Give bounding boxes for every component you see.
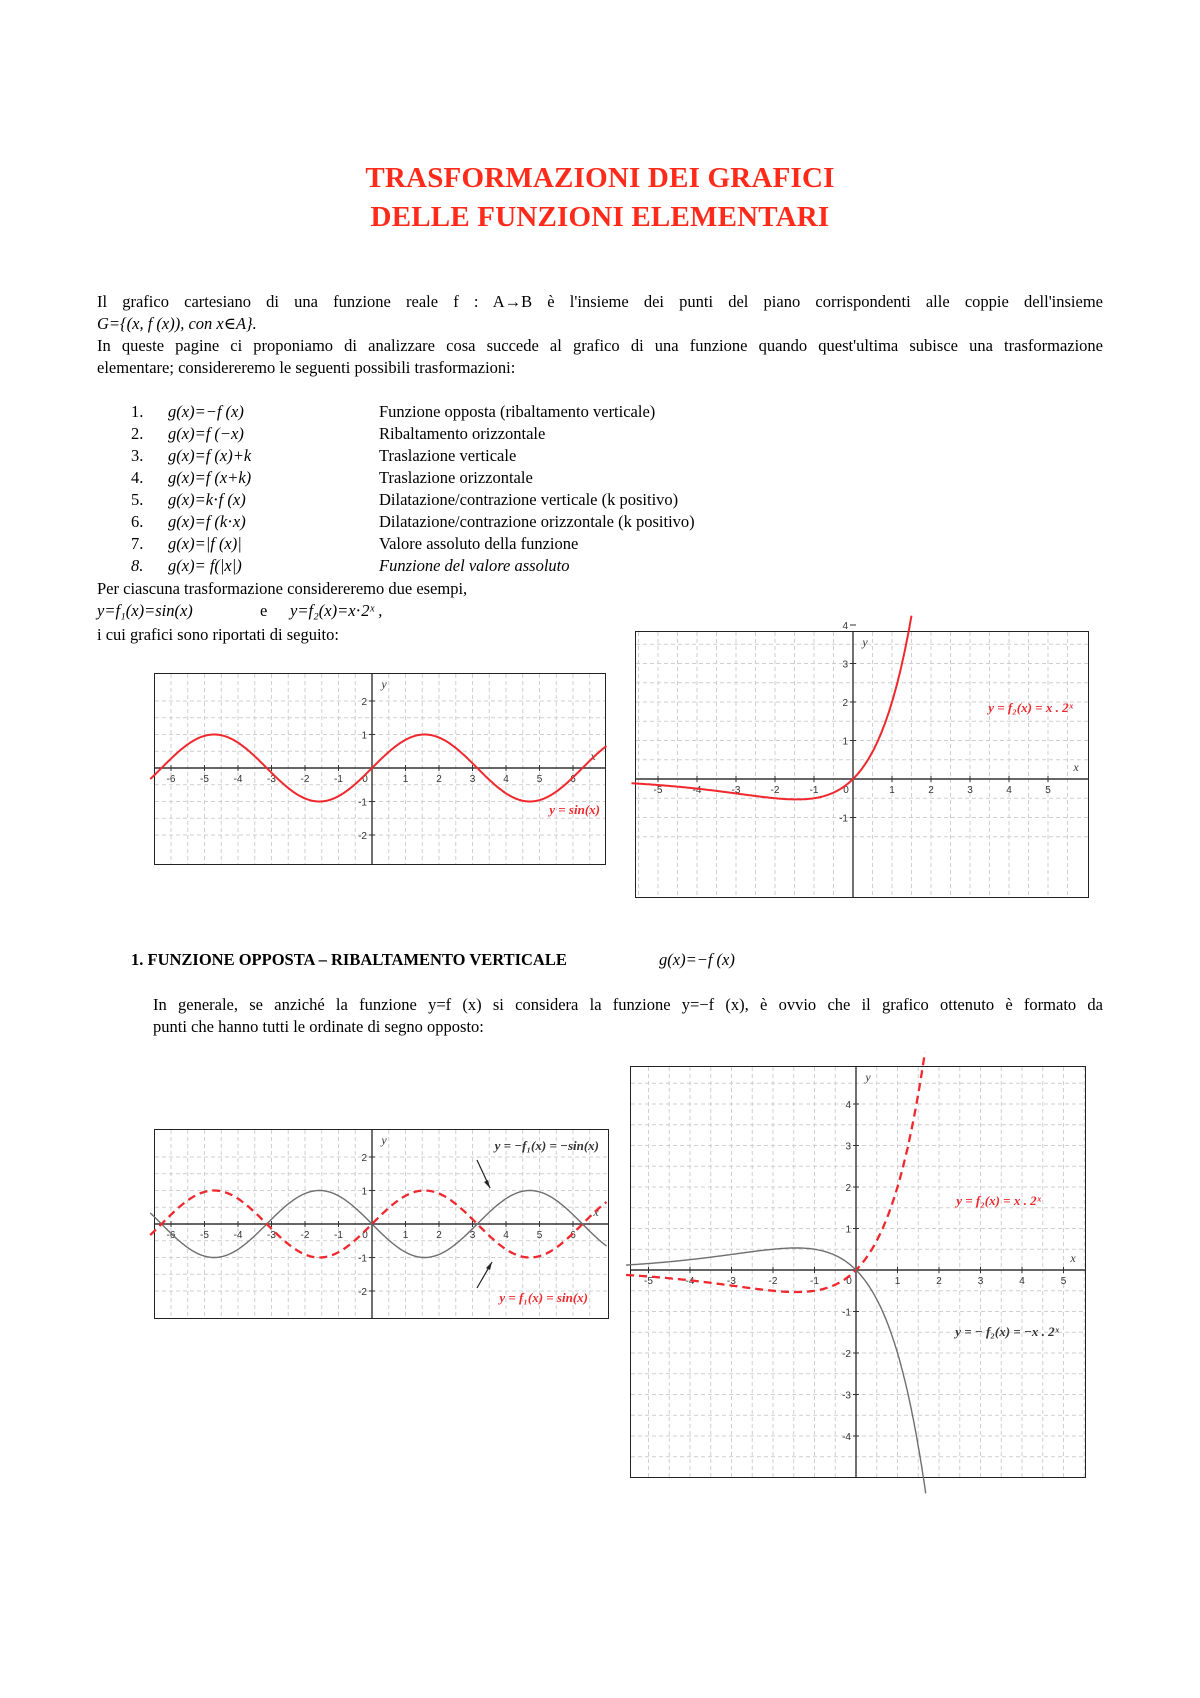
intro-line3: In queste pagine ci proponiamo di analizzare cosa succede al grafico di una funzione quando quest'ultima subisce una trasformazione: [97, 336, 1103, 355]
y-tick-label: 2: [361, 1153, 367, 1164]
list-item: [0, 512, 1200, 534]
x-tick-label: 5: [536, 1230, 543, 1241]
list-item-number: 1.: [131, 402, 144, 421]
x-tick-label: 1: [402, 1230, 409, 1241]
x-axis-label: x: [590, 749, 596, 763]
x-tick-label: -3: [731, 785, 741, 796]
x-axis-label: x: [593, 1205, 599, 1219]
series-label: y = −f₁(x) = −sin(x): [494, 1138, 599, 1153]
y-tick-label: -1: [358, 797, 367, 809]
x-tick-label: -1: [334, 774, 343, 785]
y-tick-label: -2: [358, 1287, 367, 1298]
list-item-description: Dilatazione/contrazione orizzontale (k positivo): [379, 512, 695, 531]
list-item-description: Valore assoluto della funzione: [379, 534, 579, 553]
x-tick-label: 6: [570, 1230, 576, 1241]
x-tick-label: -1: [809, 785, 819, 796]
y-tick-label: 4: [845, 1100, 851, 1111]
x-tick-label: 0: [843, 785, 849, 796]
x-axis-label: x: [1070, 1251, 1076, 1265]
section-1-heading: [131, 950, 735, 970]
y-tick-label: 1: [842, 736, 848, 748]
x-tick-label: 6: [570, 774, 576, 785]
list-item-formula: g(x)=f (−x): [168, 424, 244, 443]
x-tick-label: 0: [846, 1276, 852, 1287]
series-line: [632, 616, 912, 800]
list-item: [0, 468, 1200, 490]
x-tick-label: 0: [362, 774, 368, 785]
series-label: y = − f₂(x) = −x . 2ˣ: [955, 1324, 1059, 1339]
x-tick-label: -5: [200, 774, 209, 785]
y-tick-label: -3: [842, 1390, 851, 1402]
x-tick-label: -3: [727, 1276, 736, 1287]
list-item: [0, 556, 1200, 578]
list-item-formula: g(x)=−f (x): [168, 402, 244, 421]
series-line: [626, 1052, 925, 1292]
list-item-number: 4.: [131, 468, 144, 487]
x-tick-label: 3: [977, 1276, 984, 1287]
y-axis-label: y: [865, 1070, 871, 1084]
list-item: [0, 424, 1200, 446]
section-1-title: 1. FUNZIONE OPPOSTA – RIBALTAMENTO VERTICALE: [131, 950, 567, 969]
section-1-text-line1: In generale, se anziché la funzione y=f (x) si considera la funzione y=−f (x), è ovvio che il grafico ottenuto è formato da: [153, 995, 1103, 1014]
list-item-formula: g(x)=f (x)+k: [168, 446, 252, 465]
list-item-description: Dilatazione/contrazione verticale (k positivo): [379, 490, 679, 509]
x-tick-label: 4: [503, 1230, 509, 1241]
chart-sin: [154, 673, 606, 865]
x-tick-label: -3: [267, 774, 276, 785]
x-tick-label: -6: [166, 1230, 176, 1241]
chart-x2x-svg: [636, 621, 1088, 897]
y-tick-label: 2: [361, 697, 367, 708]
x-tick-label: -3: [267, 1230, 276, 1241]
list-item-number: 7.: [131, 534, 144, 553]
list-item-number: 2.: [131, 424, 144, 443]
grid: [155, 674, 605, 864]
list-item-description: Ribaltamento orizzontale: [379, 424, 546, 443]
y-tick-label: -4: [842, 1432, 851, 1443]
series-label: y = sin(x): [549, 802, 600, 817]
x-tick-label: -4: [233, 774, 243, 785]
y-tick-label: 4: [842, 621, 848, 632]
y-tick-label: 1: [361, 1186, 367, 1198]
x-tick-label: 5: [536, 774, 543, 785]
list-item-number: 6.: [131, 512, 144, 531]
x-tick-label: -2: [770, 785, 780, 796]
list-item-formula: g(x)=f (x+k): [168, 468, 252, 487]
x-tick-label: -2: [300, 1230, 310, 1241]
list-item: [0, 446, 1200, 468]
chart-x2x-opposite: [630, 1066, 1086, 1478]
intro-line4: elementare; considereremo le seguenti possibili trasformazioni:: [97, 358, 516, 377]
y-tick-label: 2: [842, 698, 848, 709]
y-tick-label: -1: [842, 1307, 851, 1319]
section-1-text-line2: punti che hanno tutti le ordinate di segno opposto:: [153, 1017, 484, 1036]
y-tick-label: 1: [361, 730, 367, 742]
y-tick-label: -2: [358, 831, 367, 842]
grid: [636, 632, 1088, 897]
list-item: [0, 490, 1200, 512]
x-tick-label: 1: [402, 774, 409, 785]
examples-intro: Per ciascuna trasformazione considereremo due esempi,: [97, 579, 468, 598]
list-item-description: Funzione del valore assoluto: [379, 556, 570, 575]
list-item-number: 3.: [131, 446, 144, 465]
list-item-number: 8.: [131, 556, 144, 575]
x-tick-label: 2: [436, 774, 442, 785]
example-conj: e: [260, 601, 268, 620]
example-f2: y=f₂(x)=x⋅2ˣ ,: [290, 601, 383, 620]
list-item-formula: g(x)=k⋅f (x): [168, 490, 246, 509]
list-item-formula: g(x)= f(|x|): [168, 556, 242, 575]
list-item-description: Traslazione verticale: [379, 446, 517, 465]
list-item-formula: g(x)=f (k⋅x): [168, 512, 246, 531]
x-tick-label: 4: [503, 774, 509, 785]
x-tick-label: 0: [362, 1230, 368, 1241]
y-tick-label: 3: [842, 659, 848, 671]
page-title-line2: DELLE FUNZIONI ELEMENTARI: [370, 201, 830, 233]
y-tick-label: -1: [839, 813, 848, 825]
x-tick-label: -5: [200, 1230, 209, 1241]
y-axis-label: y: [862, 635, 868, 649]
examples-outro: i cui grafici sono riportati di seguito:: [97, 625, 339, 644]
x-tick-label: 3: [469, 1230, 476, 1241]
y-axis-label: y: [381, 677, 387, 691]
chart-x2x-opposite-svg: [631, 1067, 1085, 1477]
chart-sin-opposite-svg: [155, 1130, 608, 1318]
x-tick-label: 2: [936, 1276, 942, 1287]
chart-sin-opposite: [154, 1129, 609, 1319]
x-tick-label: 4: [1019, 1276, 1025, 1287]
x-tick-label: -1: [334, 1230, 343, 1241]
x-tick-label: -5: [644, 1276, 653, 1287]
chart-sin-svg: [155, 674, 605, 864]
x-tick-label: 1: [894, 1276, 901, 1287]
intro-line2: G={(x, f (x)), con x∈A}.: [97, 314, 257, 333]
example-f1: y=f₁(x)=sin(x): [97, 601, 193, 620]
x-tick-label: -4: [692, 785, 702, 796]
x-tick-label: 5: [1060, 1276, 1067, 1287]
series-label: y = f₂(x) = x . 2ˣ: [988, 700, 1073, 715]
y-tick-label: 2: [845, 1183, 851, 1194]
x-axis-label: x: [1073, 760, 1079, 774]
list-item-description: Traslazione orizzontale: [379, 468, 533, 487]
intro-line1: Il grafico cartesiano di una funzione reale f : A→B è l'insieme dei punti del piano corrispondenti alle coppie dell'insieme: [97, 292, 1103, 311]
x-tick-label: 5: [1045, 785, 1051, 796]
x-tick-label: 2: [436, 1230, 442, 1241]
list-item-description: Funzione opposta (ribaltamento verticale): [379, 402, 656, 421]
x-tick-label: 2: [928, 785, 934, 796]
y-tick-label: -1: [358, 1253, 367, 1265]
list-item-formula: g(x)=|f (x)|: [168, 534, 242, 553]
x-tick-label: -2: [300, 774, 310, 785]
y-axis-label: y: [381, 1133, 387, 1147]
x-tick-label: 4: [1006, 785, 1012, 796]
y-tick-label: -2: [842, 1349, 851, 1360]
x-tick-label: 3: [469, 774, 476, 785]
page-title-line1: TRASFORMAZIONI DEI GRAFICI: [365, 162, 835, 194]
x-tick-label: -1: [810, 1276, 819, 1287]
x-tick-label: -4: [233, 1230, 243, 1241]
list-item: [0, 534, 1200, 556]
x-tick-label: -5: [653, 785, 663, 796]
x-tick-label: -4: [685, 1276, 695, 1287]
chart-x2x: [635, 621, 1089, 898]
x-tick-label: -2: [768, 1276, 778, 1287]
x-tick-label: -6: [166, 774, 176, 785]
series-label: y = f₁(x) = sin(x): [499, 1290, 588, 1305]
list-item: [0, 402, 1200, 424]
x-tick-label: 3: [967, 785, 973, 796]
y-tick-label: 3: [845, 1141, 851, 1153]
section-1-formula: g(x)=−f (x): [659, 950, 735, 969]
list-item-number: 5.: [131, 490, 144, 509]
series-label: y = f₂(x) = x . 2ˣ: [956, 1193, 1041, 1208]
y-tick-label: 1: [845, 1224, 851, 1236]
x-tick-label: 1: [889, 785, 895, 796]
